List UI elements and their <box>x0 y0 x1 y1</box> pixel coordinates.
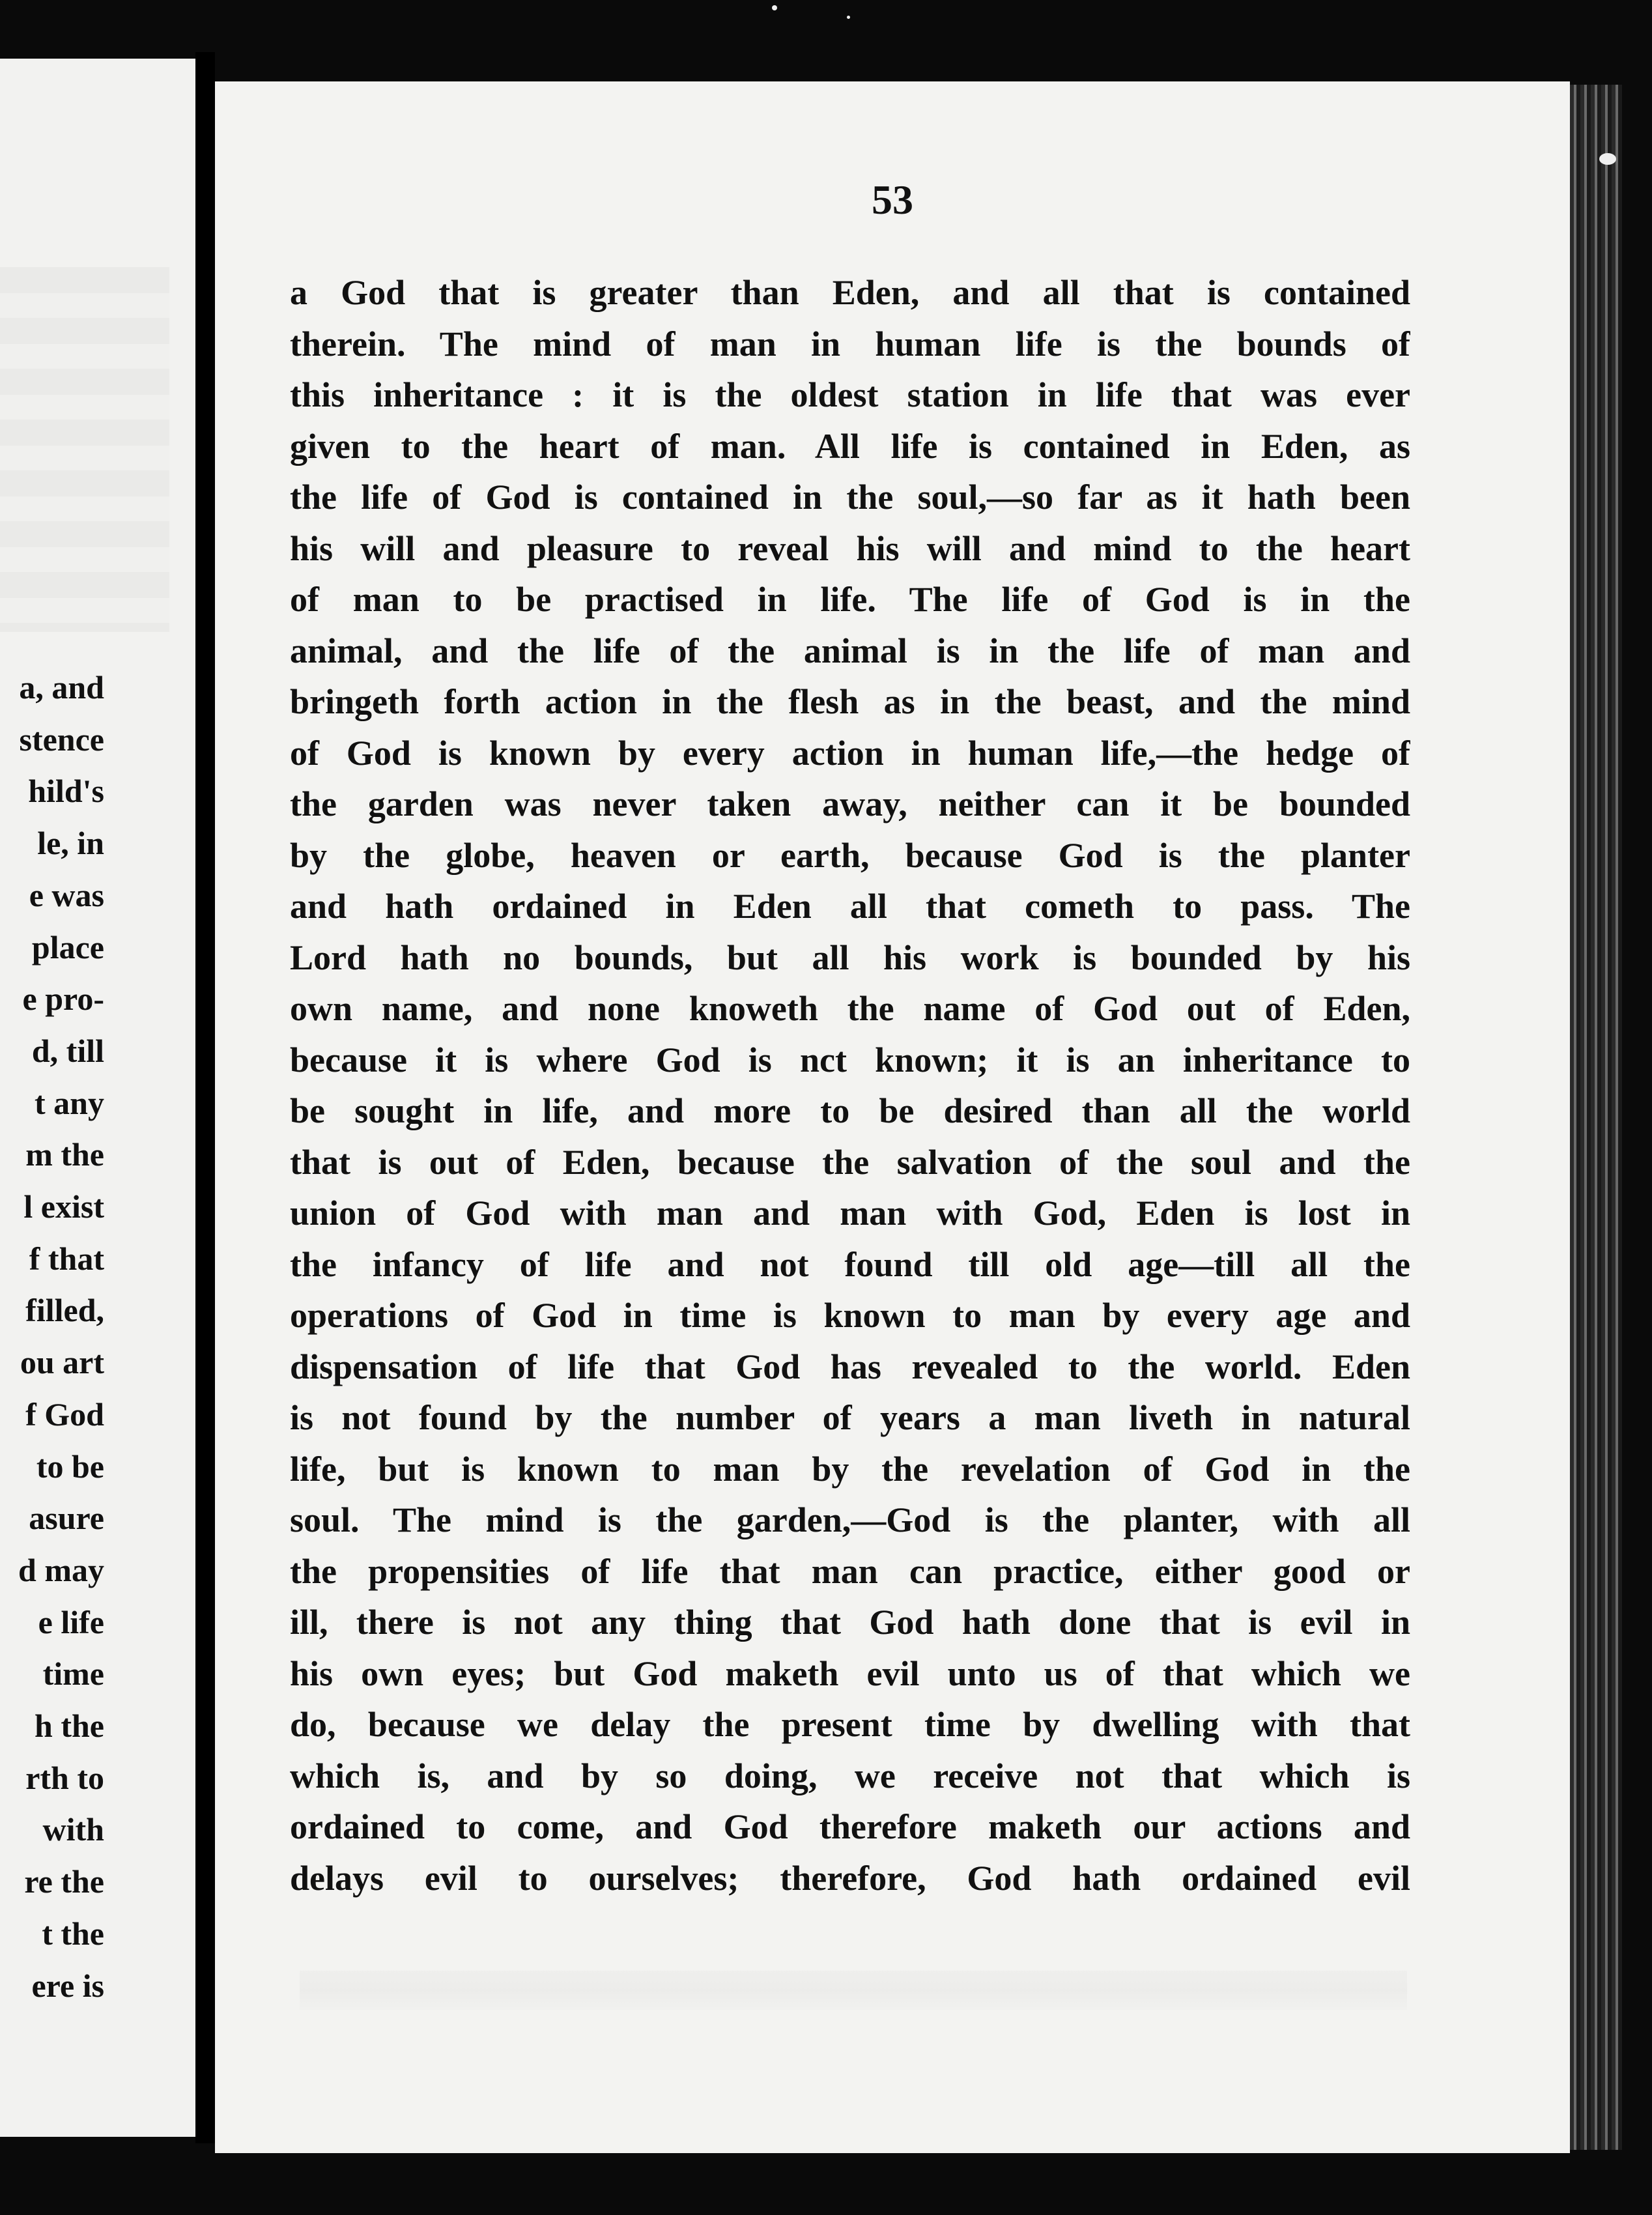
previous-page-line: stence <box>19 721 104 758</box>
text-line: dispensation of life that God has revealed to the world. Eden <box>290 1347 1410 1386</box>
text-line: a God that is greater than Eden, and all that is contained <box>290 273 1410 312</box>
scan-speck <box>847 16 850 19</box>
text-line: ordained to come, and God therefore maketh our actions and <box>290 1807 1410 1846</box>
previous-page-line: filled, <box>25 1292 104 1329</box>
text-line: animal, and the life of the animal is in the life of man and <box>290 631 1410 670</box>
previous-page-line: d may <box>18 1551 104 1588</box>
previous-page-line: asure <box>29 1500 104 1537</box>
text-line: Lord hath no bounds, but all his work is bounded by his <box>290 937 1410 977</box>
text-line: operations of God in time is known to man by every age and <box>290 1296 1410 1335</box>
body-text <box>290 267 1410 1904</box>
previous-page-line: f God <box>25 1395 104 1433</box>
previous-page-line: l exist <box>23 1188 104 1225</box>
previous-page-line: time <box>42 1655 104 1693</box>
text-line: ill, there is not any thing that God hath done that is evil in <box>290 1603 1410 1642</box>
page-stack-edge <box>1570 85 1622 2150</box>
text-line: the infancy of life and not found till old age—till all the <box>290 1244 1410 1284</box>
previous-page-line: m the <box>25 1136 104 1173</box>
text-line: therein. The mind of man in human life is the bounds of <box>290 324 1410 364</box>
text-line: bringeth forth action in the flesh as in the beast, and the mind <box>290 682 1410 721</box>
previous-page-fragment <box>0 59 195 2137</box>
text-line: the propensities of life that man can practice, either good or <box>290 1551 1410 1591</box>
previous-page-line: e pro- <box>22 980 104 1018</box>
text-line: be sought in life, and more to be desired than all the world <box>290 1091 1410 1130</box>
previous-page-line: f that <box>29 1240 104 1277</box>
text-line: own name, and none knoweth the name of God out of Eden, <box>290 989 1410 1028</box>
text-line: his will and pleasure to reveal his will and mind to the heart <box>290 528 1410 568</box>
page-number: 53 <box>872 177 913 223</box>
previous-page-line: le, in <box>37 825 104 862</box>
previous-page-line: re the <box>24 1863 104 1900</box>
text-line: soul. The mind is the garden,—God is the planter, with all <box>290 1500 1410 1539</box>
previous-page-line: e life <box>38 1603 104 1640</box>
bleed-through-text <box>0 267 169 632</box>
text-line: of God is known by every action in human life,—the hedge of <box>290 733 1410 773</box>
previous-page-line: ere is <box>31 1967 104 2004</box>
previous-page-line: with <box>42 1811 104 1848</box>
book-gutter <box>195 52 215 2143</box>
bleed-through-footer <box>300 1971 1407 2010</box>
text-line: of man to be practised in life. The life of God is in the <box>290 580 1410 619</box>
scan-speck <box>1599 153 1616 165</box>
text-line: which is, and by so doing, we receive not that which is <box>290 1756 1410 1795</box>
previous-page-line: place <box>31 928 104 965</box>
text-line: do, because we delay the present time by dwelling with that <box>290 1705 1410 1744</box>
previous-page-line: t any <box>35 1084 104 1121</box>
text-line: given to the heart of man. All life is contained in Eden, as <box>290 426 1410 466</box>
text-line: the life of God is contained in the soul,—so far as it hath been <box>290 478 1410 517</box>
page-53 <box>215 81 1570 2153</box>
previous-page-line: hild's <box>28 773 104 810</box>
scan-speck <box>772 5 777 10</box>
text-line: is not found by the number of years a man liveth in natural <box>290 1398 1410 1437</box>
previous-page-line: ou art <box>20 1344 104 1381</box>
previous-page-line: e was <box>29 876 104 913</box>
previous-page-line: a, and <box>19 669 104 706</box>
previous-page-line: h the <box>35 1708 104 1744</box>
previous-page-line: rth to <box>25 1759 104 1796</box>
text-line: delays evil to ourselves; therefore, God hath ordained evil <box>290 1858 1410 1898</box>
text-line: union of God with man and man with God, Eden is lost in <box>290 1193 1410 1233</box>
text-line: life, but is known to man by the revelation of God in the <box>290 1449 1410 1489</box>
text-line: and hath ordained in Eden all that cometh to pass. The <box>290 887 1410 926</box>
previous-page-line: to be <box>36 1448 104 1485</box>
text-line: because it is where God is nct known; it is an inheritance to <box>290 1040 1410 1079</box>
text-line: that is out of Eden, because the salvation of the soul and the <box>290 1142 1410 1182</box>
previous-page-line: d, till <box>31 1032 104 1069</box>
text-line: the garden was never taken away, neither can it be bounded <box>290 784 1410 823</box>
text-line: by the globe, heaven or earth, because God is the planter <box>290 835 1410 875</box>
text-line: his own eyes; but God maketh evil unto us of that which we <box>290 1653 1410 1693</box>
previous-page-line: t the <box>42 1915 104 1952</box>
text-line: this inheritance : it is the oldest station in life that was ever <box>290 375 1410 414</box>
